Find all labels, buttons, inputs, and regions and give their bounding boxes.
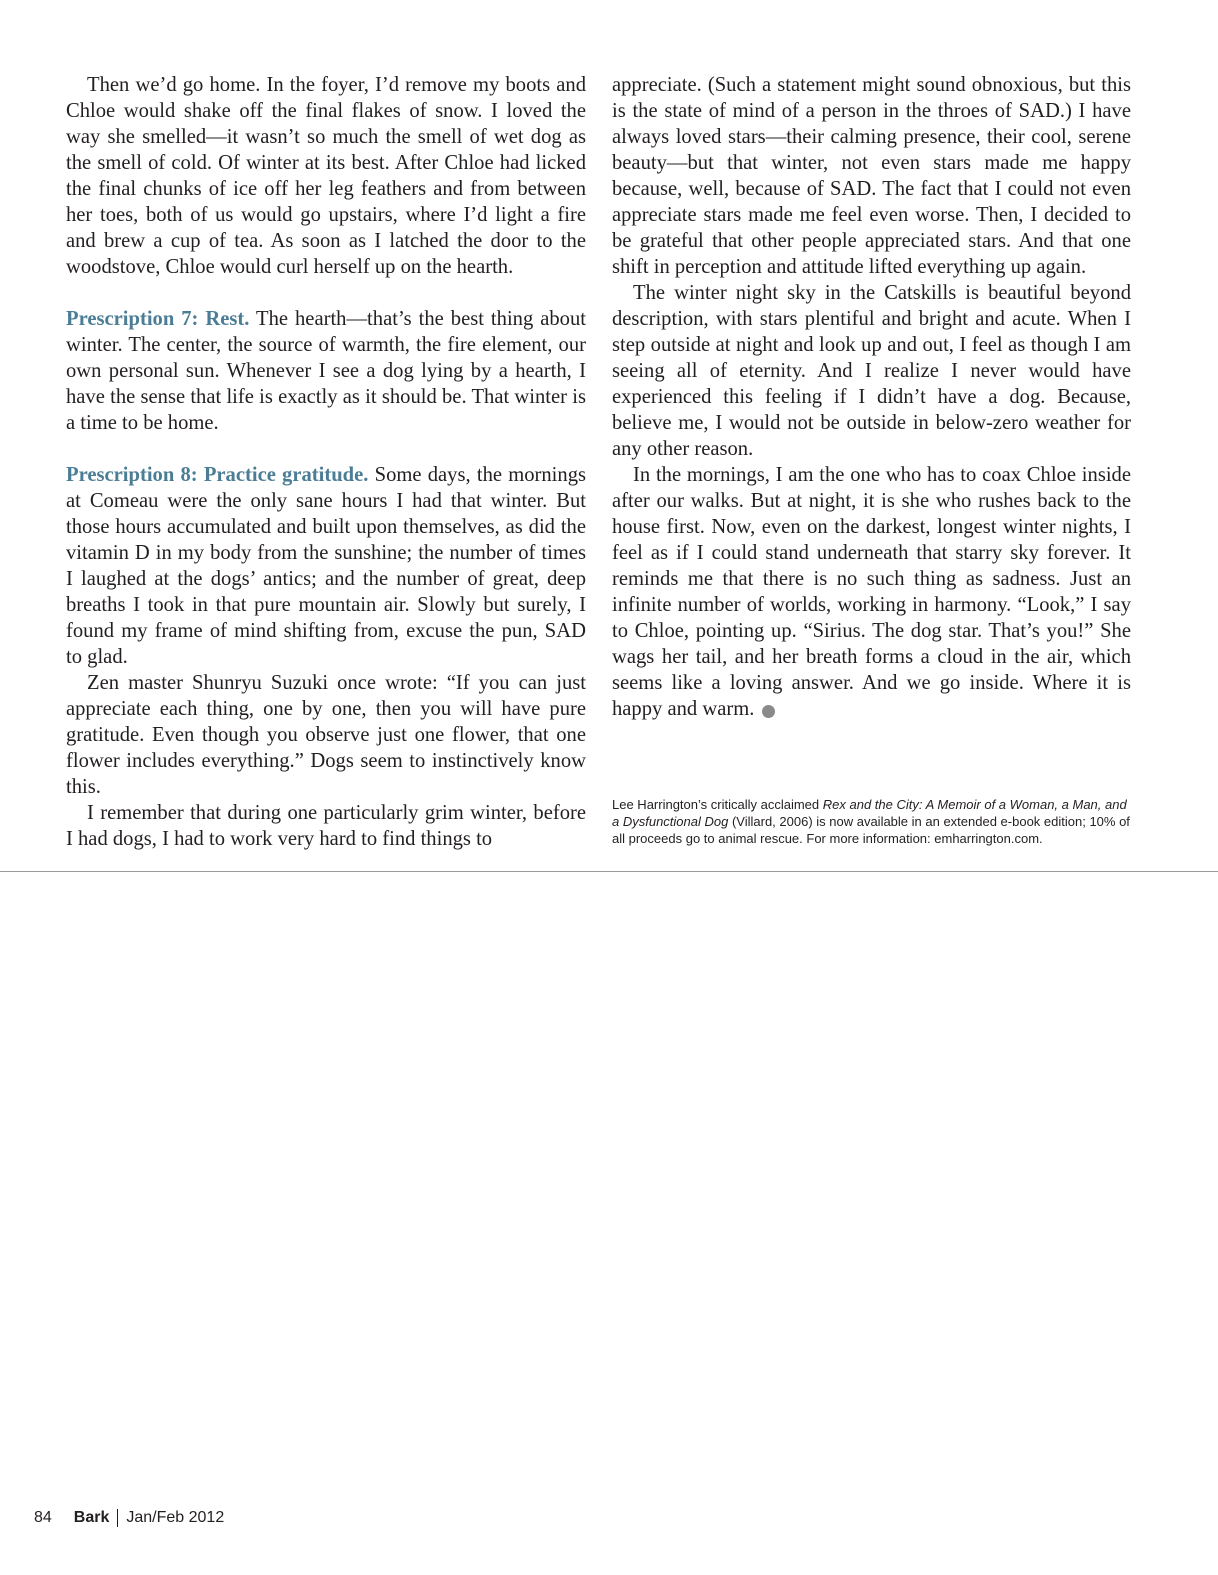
issue-date: Jan/Feb 2012	[126, 1509, 225, 1526]
paragraph-zen-quote: Zen master Shunryu Suzuki once wrote: “If you can just appreciate each thing, one by one, then you will have pure gratitude. Even though you observe just one flower, that one flower includes everything.” Dogs seem to instinctively know this.	[66, 672, 586, 798]
bio-book-title: Rex and the City: A Memoir of a Woman, a Man, and a Dysfunctional Dog	[612, 797, 1127, 829]
article-column-right	[612, 72, 1131, 722]
paragraph-mornings	[612, 462, 1131, 722]
footer-separator	[117, 1509, 118, 1527]
bark-end-mark-icon: B	[762, 705, 775, 718]
author-bio	[612, 796, 1132, 847]
magazine-name: Bark	[73, 1509, 110, 1526]
paragraph-mornings-text: In the mornings, I am the one who has to coax Chloe inside after our walks. But at night, it is she who rushes back to the house first. Now, even on the darkest, longest winter nights, I feel as if I could stand underneath that starry sky forever. It reminds me that there is no such thing as sadness. Just an infinite number of worlds, working in harmony. “Look,” I say to Chloe, pointing up. “Sirius. The dog star. That’s you!” She wags her tail, and her breath forms a cloud in the air, which seems like a loving answer. And we go inside. Where it is happy and warm.	[612, 464, 1131, 720]
prescription-7-body: The hearth—that’s the best thing about winter. The center, the source of warmth, the fire element, our own personal sun. Whenever I see a dog lying by a hearth, I have the sense that life is exactly as it should be. That winter is a time to be home.	[66, 308, 586, 434]
paragraph-going-home: Then we’d go home. In the foyer, I’d remove my boots and Chloe would shake off the final flakes of snow. I loved the way she smelled—it wasn’t so much the smell of wet dog as the smell of cold. Of winter at its best. After Chloe had licked the final chunks of ice off her leg feathers and from between her toes, both of us would go upstairs, where I’d light a fire and brew a cup of tea. As soon as I latched the door to the woodstove, Chloe would curl herself up on the hearth.	[66, 74, 586, 278]
paragraph-remember: I remember that during one particularly grim winter, before I had dogs, I had to work very hard to find things to	[66, 802, 586, 850]
article-column-left	[66, 72, 586, 852]
paragraph-appreciate: appreciate. (Such a statement might sound obnoxious, but this is the state of mind of a person in the throes of SAD.) I have always loved stars—their calming presence, their cool, serene beauty—but that winter, not even stars made me happy because, well, because of SAD. The fact that I could not even appreciate stars made me feel even worse. Then, I decided to be grateful that other people appreciated stars. And that one shift in perception and attitude lifted everything up again.	[612, 74, 1131, 278]
paragraph-prescription-7	[66, 306, 586, 436]
prescription-7-heading: Prescription 7: Rest.	[66, 308, 250, 330]
page-footer	[34, 1509, 224, 1527]
prescription-8-heading: Prescription 8: Practice gratitude.	[66, 464, 369, 486]
paragraph-prescription-8	[66, 462, 586, 670]
prescription-8-body: Some days, the mornings at Comeau were the only sane hours I had that winter. But those hours accumulated and built upon themselves, as did the vitamin D in my body from the sunshine; the number of times I laughed at the dogs’ antics; and the number of great, deep breaths I took in that pure mountain air. Slowly but surely, I found my frame of mind shifting from, excuse the pun, SAD to glad.	[66, 464, 587, 668]
bio-details: (Villard, 2006) is now available in an extended e-book edition; 10% of all proceeds go to animal rescue. For more information: emharrington.com.	[612, 814, 1130, 846]
page-number: 84	[34, 1509, 52, 1526]
bio-intro: Lee Harrington’s critically acclaimed	[612, 797, 823, 812]
paragraph-night-sky: The winter night sky in the Catskills is beautiful beyond description, with stars plentiful and bright and acute. When I step outside at night and look up and out, I feel as though I am seeing all of eternity. And I realize I never would have experienced this feeling if I didn’t have a dog. Because, believe me, I would not be outside in below-zero weather for any other reason.	[612, 282, 1131, 460]
page-divider	[0, 871, 1218, 872]
